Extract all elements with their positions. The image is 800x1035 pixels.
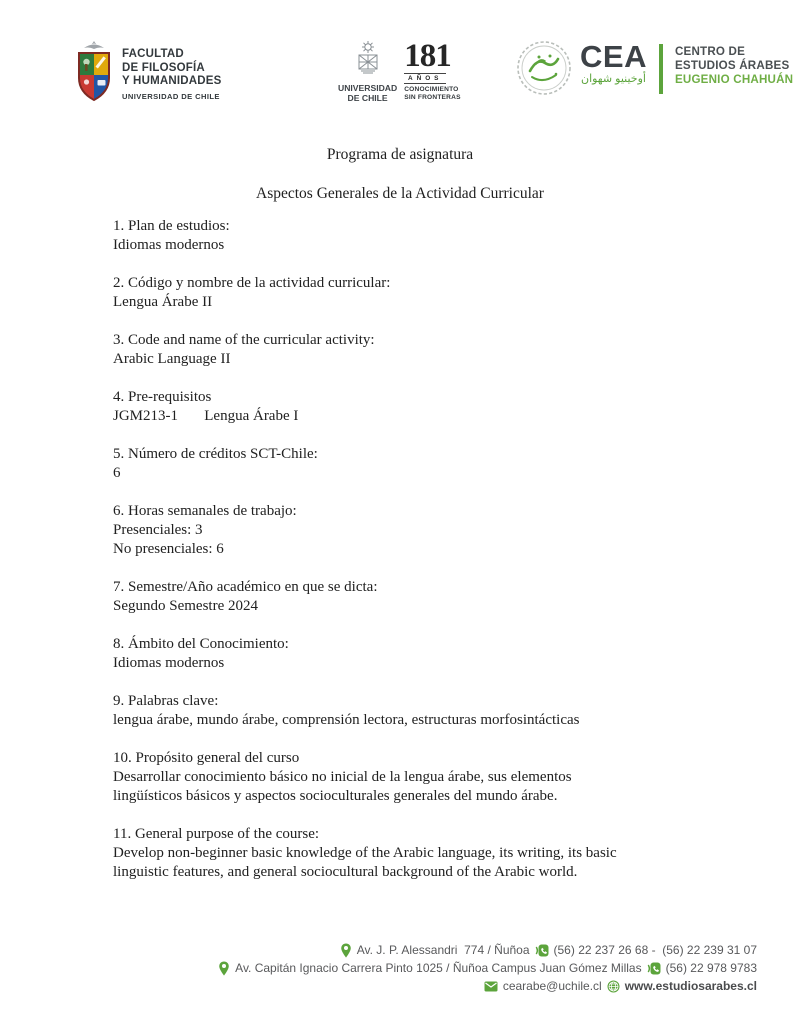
cea-acronym-block — [580, 39, 647, 86]
section-semestre — [113, 578, 713, 616]
cea-name-line: CENTRO DE — [674, 45, 746, 58]
section-line: Idiomas modernos — [113, 237, 225, 253]
section-heading: 11. General purpose of the course: — [113, 826, 320, 842]
section-heading: 5. Número de créditos SCT-Chile: — [113, 446, 318, 462]
faculty-name — [122, 40, 222, 101]
section-line: 6 — [113, 465, 121, 481]
faculty-name-line: FACULTAD — [122, 48, 184, 60]
faculty-name-line: DE FILOSOFÍA — [122, 61, 205, 74]
section-code-name — [113, 331, 713, 369]
cea-arabic-name: أوخينيو شهوان — [580, 73, 646, 85]
cea-divider — [659, 44, 663, 94]
cea-emblem-icon — [516, 40, 572, 96]
section-line: JGM213-1 Lengua Árabe I — [113, 408, 299, 424]
years-number: 181 — [404, 38, 451, 74]
phone-icon — [535, 944, 549, 957]
section-creditos — [113, 445, 713, 483]
university-crest-icon — [352, 40, 384, 82]
university-name — [338, 84, 397, 103]
faculty-crest-icon — [75, 40, 113, 106]
footer-line-2 — [218, 959, 757, 977]
section-heading: 2. Código y nombre de la actividad curricular: — [113, 275, 391, 291]
faculty-name-line: Y HUMANIDADES — [122, 75, 222, 87]
page-title: Programa de asignatura — [326, 146, 474, 163]
cea-logo — [516, 40, 793, 96]
footer-line-1 — [218, 941, 757, 959]
section-heading: 9. Palabras clave: — [113, 693, 219, 709]
section-line: Develop non-beginner basic knowledge of the Arabic language, its writing, its basic — [113, 845, 617, 861]
page-subtitle: Aspectos Generales de la Actividad Curricular — [256, 185, 544, 202]
section-heading: 6. Horas semanales de trabajo: — [113, 503, 297, 519]
header — [0, 40, 800, 110]
phone-icon — [647, 962, 661, 975]
cea-director-name: EUGENIO CHAHUÁN — [674, 73, 794, 86]
university-tagline: SIN FRONTERAS — [404, 94, 461, 101]
footer-address: Av. Capitán Ignacio Carrera Pinto 1025 / Ñuñoa Campus Juan Gómez Millas — [235, 961, 642, 975]
footer-line-3 — [218, 977, 757, 995]
location-pin-icon — [218, 961, 230, 976]
section-heading: 7. Semestre/Año académico en que se dicta: — [113, 579, 378, 595]
footer-email: cearabe@uchile.cl — [502, 979, 602, 993]
location-pin-icon — [340, 943, 352, 958]
document-body — [113, 217, 713, 901]
university-tagline: CONOCIMIENTO — [404, 86, 459, 93]
section-ambito — [113, 635, 713, 673]
section-line: linguistic features, and general sociocultural background of the Arabic world. — [113, 864, 578, 880]
footer-address: Av. J. P. Alessandri 774 / Ñuñoa — [356, 943, 530, 957]
section-line: Presenciales: 3 — [113, 522, 203, 538]
section-line: Idiomas modernos — [113, 655, 225, 671]
footer — [218, 941, 757, 995]
section-horas-semanales — [113, 502, 713, 559]
section-line: Segundo Semestre 2024 — [113, 598, 258, 614]
section-heading: 4. Pre-requisitos — [113, 389, 212, 405]
footer-phone: (56) 22 978 9783 — [665, 961, 757, 975]
section-line: Desarrollar conocimiento básico no inicial de la lengua árabe, sus elementos — [113, 769, 572, 785]
section-heading: 3. Code and name of the curricular activity: — [113, 332, 375, 348]
cea-name — [675, 40, 793, 87]
section-palabras-clave — [113, 692, 713, 730]
globe-icon — [607, 980, 620, 993]
university-name-line: UNIVERSIDAD — [338, 83, 398, 93]
footer-phone: (56) 22 237 26 68 - (56) 22 239 31 07 — [553, 943, 757, 957]
section-heading: 8. Ámbito del Conocimiento: — [113, 636, 289, 652]
section-codigo-nombre — [113, 274, 713, 312]
faculty-logo — [75, 40, 222, 106]
section-heading: 1. Plan de estudios: — [113, 218, 230, 234]
section-prerequisitos — [113, 388, 713, 426]
university-logo — [338, 40, 461, 103]
cea-name-line: ESTUDIOS ÁRABES — [674, 59, 790, 72]
section-plan-de-estudios — [113, 217, 713, 255]
mail-icon — [484, 981, 498, 992]
section-heading: 10. Propósito general del curso — [113, 750, 300, 766]
section-line: Arabic Language II — [113, 351, 231, 367]
section-proposito-general — [113, 749, 713, 806]
section-line: lengua árabe, mundo árabe, comprensión lectora, estructuras morfosintácticas — [113, 712, 580, 728]
section-line: No presenciales: 6 — [113, 541, 224, 557]
section-line: Lengua Árabe II — [113, 294, 213, 310]
years-label: AÑOS — [404, 73, 446, 84]
university-name-line: DE CHILE — [347, 92, 388, 103]
years-badge — [404, 40, 460, 102]
footer-website: www.estudiosarabes.cl — [624, 979, 757, 993]
cea-acronym: CEA — [580, 39, 647, 74]
section-general-purpose — [113, 825, 713, 882]
faculty-university-line: UNIVERSIDAD DE CHILE — [122, 91, 220, 101]
section-line: lingüísticos básicos y aspectos socioculturales generales del mundo árabe. — [113, 788, 558, 804]
